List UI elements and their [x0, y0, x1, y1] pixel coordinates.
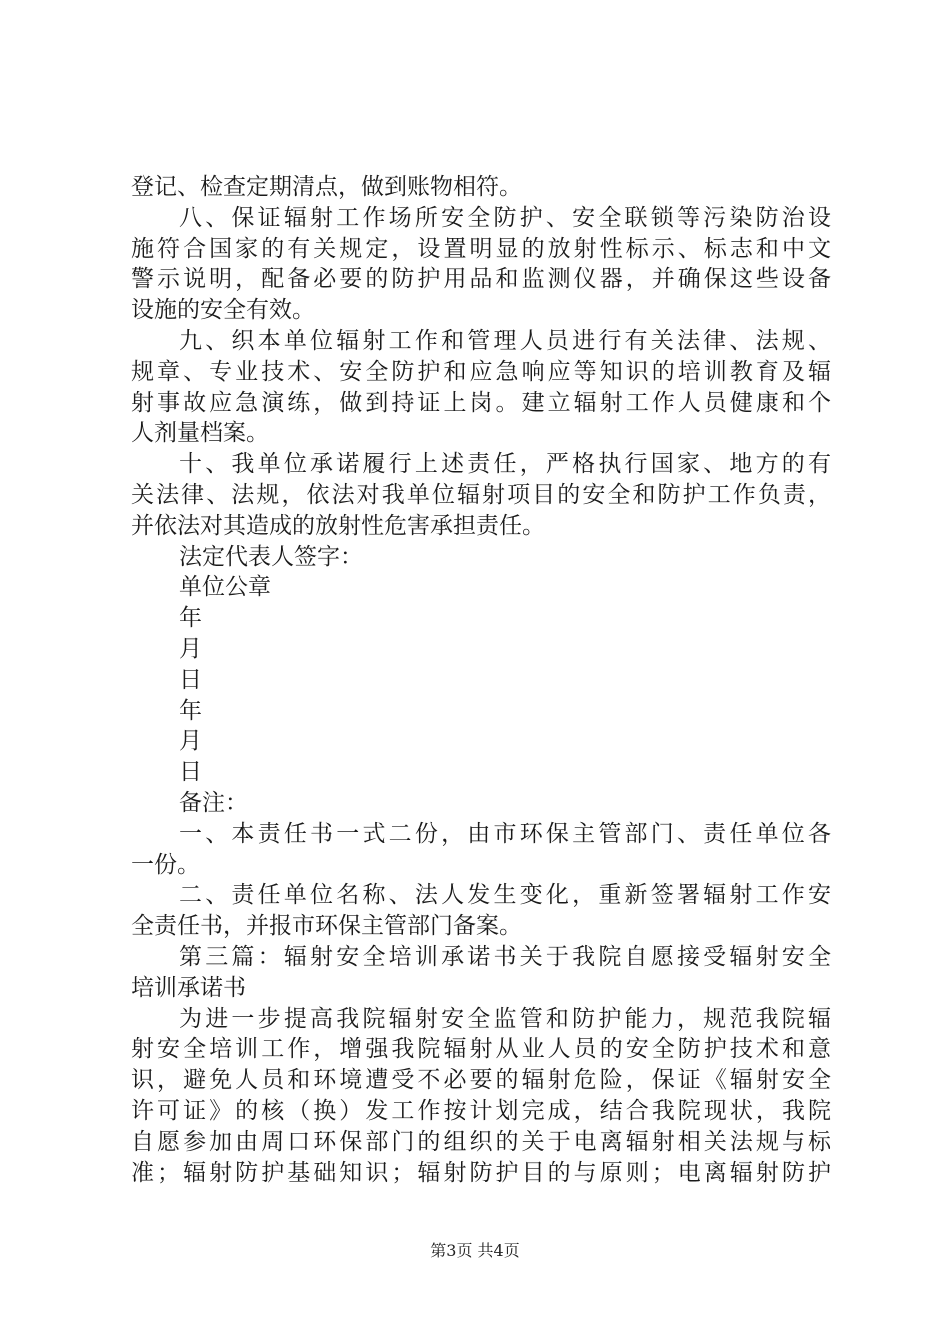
text-line: 警示说明，配备必要的防护用品和监测仪器，并确保这些设备 [131, 266, 831, 293]
text-line: 关法律、法规，依法对我单位辐射项目的安全和防护工作负责， [131, 481, 831, 508]
text-line: 并依法对其造成的放射性危害承担责任。 [131, 512, 545, 539]
page-footer: 第3页 共4页 [430, 1241, 520, 1260]
text-line: 登记、检查定期清点，做到账物相符。 [131, 174, 522, 200]
text-line: 月 [179, 635, 202, 662]
text-line: 人剂量档案。 [131, 420, 269, 447]
text-line: 备注： [179, 789, 248, 816]
document-body [131, 172, 831, 1188]
text-line: 九、织本单位辐射工作和管理人员进行有关法律、法规、 [179, 327, 831, 354]
text-line: 施符合国家的有关规定，设置明显的放射性标示、标志和中文 [131, 235, 831, 262]
text-line: 许可证》的核（换）发工作按计划完成，结合我院现状，我院 [131, 1097, 831, 1124]
text-line: 培训承诺书 [131, 974, 246, 1001]
text-line: 日 [179, 759, 202, 786]
text-line: 年 [179, 605, 202, 632]
text-line: 第三篇：辐射安全培训承诺书关于我院自愿接受辐射安全 [179, 943, 831, 970]
text-line: 十、我单位承诺履行上述责任，严格执行国家、地方的有 [179, 451, 831, 478]
text-line: 设施的安全有效。 [131, 297, 315, 324]
text-line: 准；辐射防护基础知识；辐射防护目的与原则；电离辐射防护 [131, 1159, 831, 1186]
text-line: 为进一步提高我院辐射安全监管和防护能力，规范我院辐 [179, 1005, 831, 1032]
text-line: 二、责任单位名称、法人发生变化，重新签署辐射工作安 [179, 882, 831, 909]
text-line: 识，避免人员和环境遭受不必要的辐射危险，保证《辐射安全 [131, 1067, 831, 1094]
text-line: 射安全培训工作，增强我院辐射从业人员的安全防护技术和意 [131, 1036, 831, 1063]
text-line: 自愿参加由周口环保部门的组织的关于电离辐射相关法规与标 [131, 1128, 831, 1155]
text-line: 一、本责任书一式二份，由市环保主管部门、责任单位各 [179, 820, 831, 847]
text-line: 单位公章 [179, 574, 271, 601]
text-line: 月 [179, 728, 202, 755]
text-line: 规章、专业技术、安全防护和应急响应等知识的培训教育及辐 [131, 358, 831, 385]
text-line: 法定代表人签字： [179, 543, 363, 570]
text-line: 一份。 [131, 851, 200, 878]
text-line: 射事故应急演练，做到持证上岗。建立辐射工作人员健康和个 [131, 389, 831, 416]
text-line: 八、保证辐射工作场所安全防护、安全联锁等污染防治设 [179, 204, 831, 231]
text-line: 年 [179, 697, 202, 724]
text-line: 全责任书，并报市环保主管部门备案。 [131, 913, 522, 940]
text-line: 日 [179, 666, 202, 693]
